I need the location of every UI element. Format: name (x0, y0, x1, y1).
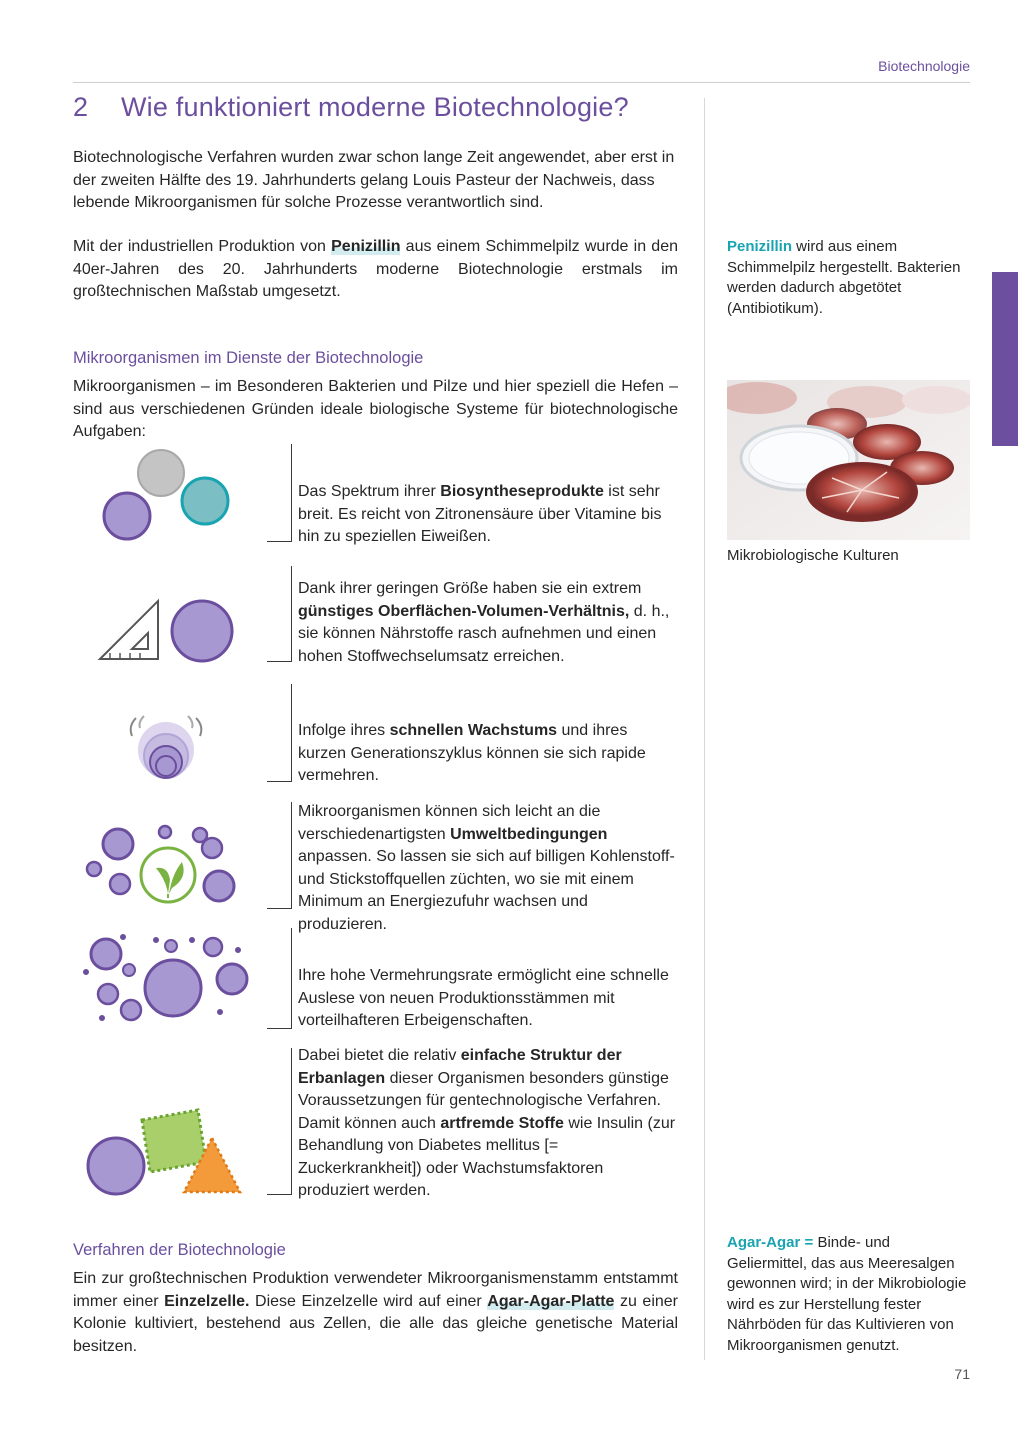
sidebar-note-agar (727, 1233, 971, 1356)
item-keyword: schnellen Wachstums (389, 722, 558, 739)
chapter-title-text: Wie funktioniert moderne Biotechnologie? (121, 92, 629, 122)
intro-p2-after: aus einem Schimmelpilz wurde in den 40er-Jahren des 20. Jahrhunderts moderne Biotechnologie erstmals im großtechnischen Maßstab umgesetzt. (73, 238, 679, 300)
section-heading-procedures: Verfahren der Biotechnologie (73, 1241, 286, 1259)
leaf-environment-icon (82, 822, 247, 912)
term-penizillin: Penizillin (331, 238, 401, 255)
growth-icon (124, 710, 209, 785)
section1-intro: Mikroorganismen – im Besonderen Bakterien und Pilze und hier speziell die Hefen – sind aus verschiedenen Gründen ideale biologische Systeme für biotechnologische Aufgaben: (73, 378, 678, 440)
item-text: Das Spektrum ihrer (298, 483, 441, 500)
item-text: Infolge ihres (298, 722, 390, 739)
item-reproduction (298, 965, 678, 1033)
item-keyword: artfremde Stoffe (440, 1114, 564, 1132)
text-run: Diese Einzelzelle wird auf einer (249, 1292, 488, 1310)
sidebar-text: wird aus einem Schimmelpilz hergestellt. Bakterien werden dadurch abgetötet (Antibiotikum). (727, 238, 961, 317)
item-text: wie Insulin (zur Behandlung von Diabetes mellitus [= Zuckerkrankheit]) oder Wachstumsfaktoren produziert werden. (298, 1114, 676, 1199)
section2-paragraph (73, 1268, 678, 1358)
text-run: zu einer Kolonie kultiviert, bestehend aus Zellen, die alle das gleiche genetische Material besitzen. (73, 1292, 679, 1355)
item-text: Ihre hohe Vermehrungsrate ermöglicht eine schnelle Auslese von neuen Produktionsstämmen mit vorteilhafteren Erbeigenschaften. (298, 967, 669, 1029)
item-surface-volume (298, 578, 678, 668)
item-bracket (267, 928, 292, 1029)
shapes-gene-icon (84, 1098, 244, 1198)
item-text: Dank ihrer geringen Größe haben sie ein extrem (298, 580, 642, 597)
item-keyword: Biosyntheseprodukte (440, 483, 604, 500)
item-keyword: Umweltbedingungen (450, 825, 608, 843)
intro-paragraph-1: Biotechnologische Verfahren wurden zwar schon lange Zeit angewendet, aber erst in der zweiten Hälfte des 19. Jahrhunderts gelang Louis Pasteur der Nachweis, dass lebende Mikroorganismen für solche Prozesse verantwortlich sind. (73, 149, 675, 211)
chapter-number: 2 (73, 92, 89, 122)
item-genetic-structure (298, 1045, 678, 1203)
item-text: dieser Organismen besonders günstige Voraussetzungen für gentechnologische Verfahren. Damit können auch (298, 1069, 669, 1132)
item-bracket (267, 684, 292, 782)
cells-cluster-icon (95, 446, 240, 546)
item-bracket (267, 802, 292, 909)
page-number: 71 (954, 1366, 970, 1382)
item-text: d. h., sie können Nährstoffe rasch aufnehmen und einen hohen Stoffwechselumsatz erreichen. (298, 602, 670, 665)
sidebar-term: Penizillin (727, 238, 793, 255)
running-header: Biotechnologie (878, 58, 970, 74)
photo-caption: Mikrobiologische Kulturen (727, 547, 899, 564)
chapter-tab-marker (992, 272, 1018, 446)
item-text: Mikroorganismen können sich leicht an die verschiedenartigsten (298, 803, 601, 843)
item-text: ist sehr breit. Es reicht von Zitronensäure über Vitamine bis hin zu speziellen Eiweißen. (298, 483, 662, 545)
item-text: Dabei bietet die relativ (298, 1047, 461, 1064)
intro-paragraph-2 (73, 236, 678, 304)
item-bracket (267, 566, 292, 662)
item-environment (298, 801, 678, 936)
set-square-and-cell-icon (96, 595, 241, 665)
item-bracket (267, 1048, 292, 1195)
intro-p2-before: Mit der industriellen Produktion von (73, 238, 332, 255)
chapter-title (73, 92, 629, 123)
section-heading-microorganisms: Mikroorganismen im Dienste der Biotechnologie (73, 349, 424, 367)
sidebar-term: Agar-Agar = (727, 1234, 814, 1251)
item-keyword: einfache Struktur der Erbanlagen (298, 1047, 622, 1087)
column-divider (704, 98, 705, 1360)
item-keyword: günstiges Oberflächen-Volumen-Verhältnis, (298, 602, 630, 620)
item-text: und ihres kurzen Generationszyklus können sie sich rapide vermehren. (298, 722, 646, 784)
text-run: Ein zur großtechnischen Produktion verwendeter Mikroorganismenstamm entstammt immer einer (73, 1270, 678, 1310)
sidebar-note-penizillin (727, 237, 963, 319)
header-rule (73, 82, 970, 83)
cell-multiplication-icon (78, 930, 253, 1025)
petri-dishes-photo (727, 380, 970, 540)
item-biosynthesis (298, 481, 678, 549)
term-einzelzelle: Einzelzelle. (164, 1292, 250, 1310)
item-bracket (267, 444, 292, 542)
item-fast-growth (298, 720, 678, 788)
term-agar-agar-platte: Agar-Agar-Platte (487, 1292, 615, 1310)
item-text: anpassen. So lassen sie sich auf billigen Kohlenstoff- und Stickstoffquellen züchten, wo sie mit einem Minimum an Energiezufuhr wachsen und produzieren. (298, 848, 675, 933)
sidebar-text: Binde- und Geliermittel, das aus Meeresalgen gewonnen wird; in der Mikrobiologie wird es zur Herstellung fester Nährböden für das Kultivieren von Mikroorganismen genutzt. (727, 1234, 967, 1354)
